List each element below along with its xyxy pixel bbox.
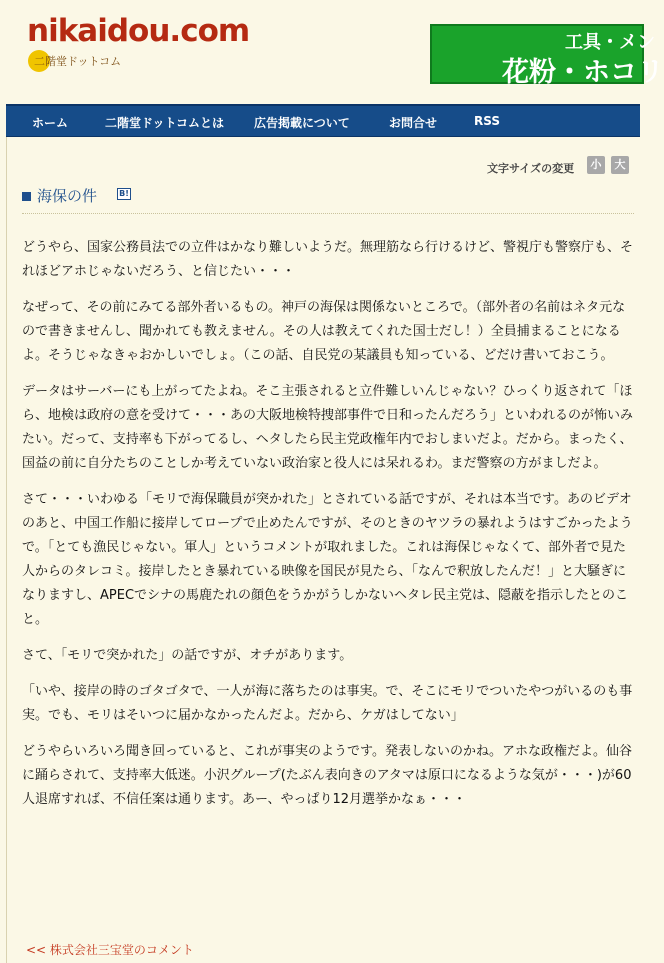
- nav-item-advertising[interactable]: 広告掲載について: [254, 116, 350, 130]
- logo-subtitle-text: 二階堂ドットコム: [34, 55, 122, 68]
- ad-banner-line2: 花粉・ホコリ: [502, 57, 664, 88]
- article-paragraph: さて・・・いわゆる「モリで海保職員が突かれた」とされている話ですが、それは本当です。あのビデオのあと、中国工作船に接岸してロープで止めたんですが、そのときのヤツラの暴れようはすごかったようで。「とても漁民じゃない。軍人」というコメントが取れました。これは海保じゃなくて、部外者で見た人からのタレコミ。接岸したとき暴れている映像を国民が見たら、「なんで釈放したんだ！」と大騒ぎになりますし、APECでシナの馬鹿たれの顔色をうかがうしかないヘタレ民主党は、隠蔽を指示したとのこと。: [22, 492, 633, 627]
- article-paragraph: どうやらいろいろ聞き回っていると、これが事実のようです。発表しないのかね。アホな政権だよ。仙谷に踊らされて、支持率大低迷。小沢グループ(たぶん表向きのアタマは原口になるような気が・・・)が60人退席すれば、不信任案は通ります。あー、やっぱり12月選挙かなぁ・・・: [22, 744, 632, 807]
- article-paragraph: なぜって、その前にみてる部外者いるもの。神戸の海保は関係ないところで。（部外者の名前はネタ元なので書きませんし、聞かれても教えません。その人は教えてくれた国士だし！）全員捕まることになるよ。そうじゃなきゃおかしいでしょ。（この話、自民党の某議員も知っている、どだけ書いておこう。: [22, 300, 626, 363]
- main-nav: [6, 104, 640, 137]
- text-size-label: 文字サイズの変更: [487, 162, 575, 175]
- article-paragraph: どうやら、国家公務員法での立件はかなり難しいようだ。無理筋なら行けるけど、警視庁も警察庁も、それほどアホじゃないだろう、と信じたい・・・: [22, 240, 634, 279]
- site-header: [0, 0, 664, 104]
- nav-item-home[interactable]: ホーム: [32, 116, 69, 130]
- text-size-large-button[interactable]: 大: [611, 156, 629, 174]
- nav-item-rss[interactable]: RSS: [474, 114, 500, 128]
- article-body: [22, 236, 634, 824]
- left-border: [6, 0, 7, 963]
- site-logo[interactable]: nikaidou.com: [27, 13, 250, 49]
- previous-entry-link[interactable]: << 株式会社三宝堂のコメント: [26, 943, 194, 957]
- nav-item-about[interactable]: 二階堂ドットコムとは: [105, 116, 225, 130]
- article-paragraph: さて、「モリで突かれた」の話ですが、オチがあります。: [22, 648, 353, 663]
- ad-banner[interactable]: [430, 24, 664, 88]
- nav-item-contact[interactable]: お問合せ: [389, 116, 438, 130]
- title-bullet-icon: [22, 192, 31, 201]
- ad-banner-line1: 工具・メン: [565, 32, 655, 53]
- article-paragraph: データはサーバーにも上がってたよね。そこ主張されると立件難しいんじゃない？ひっくり返されて「ほら、地検は政府の意を受けて・・・あの大阪地検特捜部事件で日和ったんだろう」といわれるのが怖いみたい。だって、支持率も下がってるし、ヘタしたら民主党政権年内でおしまいだよ。だから。まったく、国益の前に自分たちのことしか考えていない政治家と役人には呆れるわ。まだ警察の方がましだよ。: [22, 384, 634, 471]
- article-title[interactable]: 海保の件: [37, 187, 98, 205]
- article-header: [22, 185, 634, 214]
- bookmark-icon[interactable]: B!: [117, 188, 131, 200]
- article-paragraph: 「いや、接岸の時のゴタゴタで、一人が海に落ちたのは事実。で、そこにモリでついたやつがいるのも事実。でも、モリはそいつに届かなかったんだよ。だから、ケガはしてない」: [22, 684, 633, 723]
- text-size-small-button[interactable]: 小: [587, 156, 605, 174]
